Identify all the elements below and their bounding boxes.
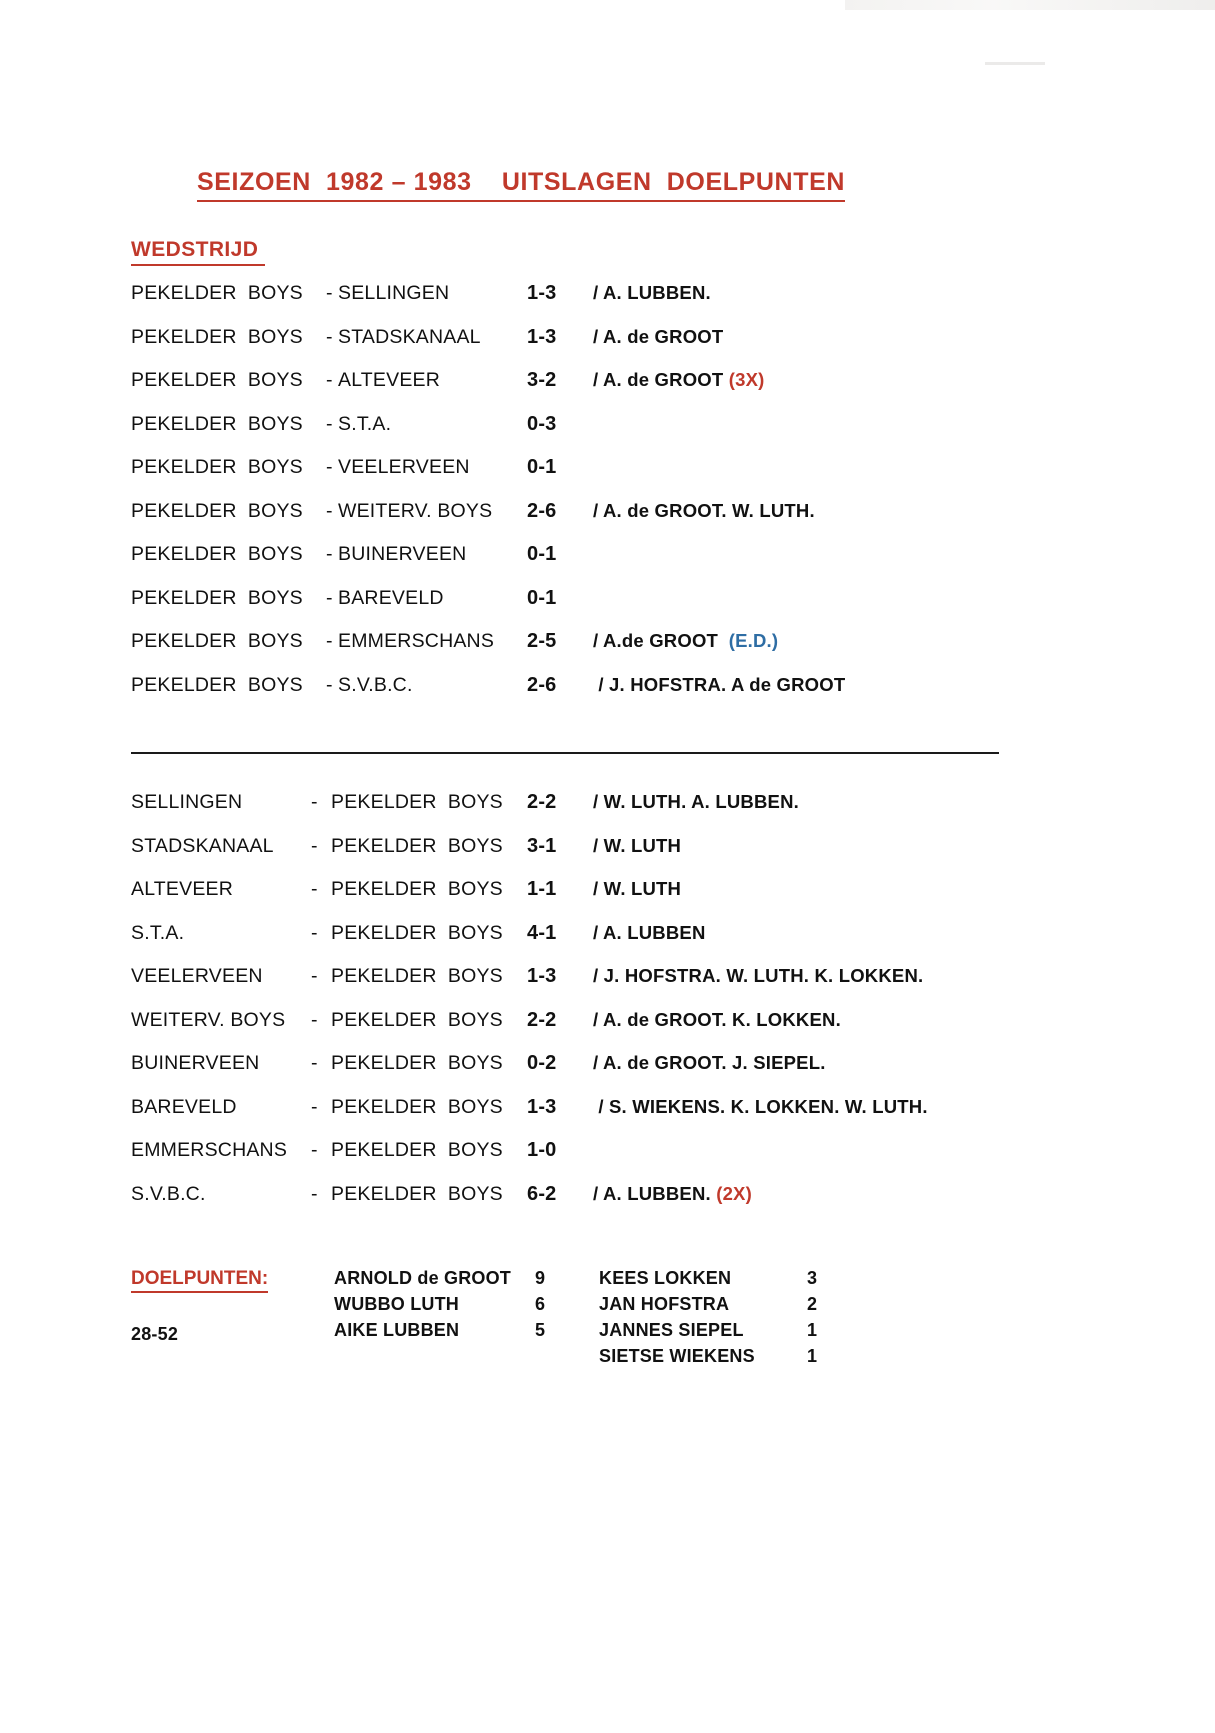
top-scorers-column-left bbox=[334, 1268, 594, 1346]
match-goalscorers bbox=[593, 791, 799, 813]
match-home-team: EMMERSCHANS bbox=[131, 1139, 288, 1161]
match-versus-dash: - bbox=[326, 586, 333, 609]
top-scorer-goals: 9 bbox=[535, 1268, 546, 1288]
top-scorer-goals: 5 bbox=[535, 1320, 546, 1340]
match-versus-dash: - bbox=[311, 1008, 318, 1031]
match-score: 1-3 bbox=[527, 1095, 557, 1118]
match-versus-dash: - bbox=[311, 1095, 318, 1118]
match-home-team: WEITERV. BOYS bbox=[131, 1008, 286, 1031]
match-score: 3-1 bbox=[527, 834, 557, 857]
match-away-team: PEKELDER BOYS bbox=[331, 1182, 503, 1205]
match-home-team: BAREVELD bbox=[131, 1095, 237, 1118]
match-away-team: PEKELDER BOYS bbox=[331, 921, 503, 944]
match-versus-dash: - bbox=[311, 791, 318, 813]
match-home-team: PEKELDER BOYS bbox=[131, 369, 303, 391]
match-away-team: PEKELDER BOYS bbox=[331, 791, 503, 813]
match-home-team: VEELERVEEN bbox=[131, 965, 263, 987]
match-away-team: S.T.A. bbox=[338, 412, 392, 435]
goalscorer-names: / A. LUBBEN. bbox=[593, 282, 711, 303]
match-versus-dash: - bbox=[326, 282, 333, 304]
match-away-team: PEKELDER BOYS bbox=[331, 834, 503, 857]
match-home-team: S.T.A. bbox=[131, 921, 185, 944]
match-away-team: ALTEVEER bbox=[338, 369, 441, 391]
goalscorer-names: / A. de GROOT. K. LOKKEN. bbox=[593, 1008, 841, 1030]
match-versus-dash: - bbox=[311, 965, 318, 987]
match-score: 4-1 bbox=[527, 921, 557, 944]
match-versus-dash: - bbox=[326, 412, 333, 435]
match-home-team: BUINERVEEN bbox=[131, 1052, 260, 1074]
goalscorer-names: / J. HOFSTRA. A de GROOT bbox=[593, 673, 846, 695]
match-goalscorers bbox=[593, 835, 681, 857]
match-score: 6-2 bbox=[527, 1182, 557, 1205]
match-score: 0-3 bbox=[527, 412, 557, 435]
match-goalscorers bbox=[593, 922, 706, 944]
match-versus-dash: - bbox=[326, 630, 333, 652]
match-away-team: PEKELDER BOYS bbox=[331, 1139, 503, 1161]
match-versus-dash: - bbox=[311, 834, 318, 857]
top-scorer-row bbox=[334, 1268, 594, 1294]
match-versus-dash: - bbox=[326, 325, 333, 348]
match-home-team: PEKELDER BOYS bbox=[131, 586, 303, 609]
top-scorer-goals: 3 bbox=[807, 1268, 818, 1288]
goalscorer-names: / A. LUBBEN. bbox=[593, 1182, 717, 1204]
match-goalscorers bbox=[593, 326, 723, 348]
match-score: 0-1 bbox=[527, 543, 557, 565]
match-away-team: SELLINGEN bbox=[338, 282, 450, 304]
scan-artifact-top bbox=[845, 0, 1215, 10]
match-home-team: PEKELDER BOYS bbox=[131, 673, 303, 696]
top-scorer-row bbox=[334, 1320, 594, 1346]
match-versus-dash: - bbox=[326, 543, 333, 565]
match-away-team: BAREVELD bbox=[338, 586, 444, 609]
totals-heading: DOELPUNTEN: bbox=[131, 1268, 268, 1293]
goalscorer-names: / W. LUTH bbox=[593, 878, 682, 899]
match-goalscorers bbox=[593, 500, 815, 522]
match-away-team: STADSKANAAL bbox=[338, 325, 481, 348]
top-scorer-name: ARNOLD de GROOT bbox=[334, 1268, 511, 1288]
goalscorer-names: / W. LUTH. A. LUBBEN. bbox=[593, 791, 799, 812]
match-home-team: PEKELDER BOYS bbox=[131, 325, 303, 348]
match-score: 1-0 bbox=[527, 1139, 557, 1161]
match-home-team: PEKELDER BOYS bbox=[131, 456, 303, 478]
match-score: 0-1 bbox=[527, 456, 557, 478]
top-scorer-name: AIKE LUBBEN bbox=[334, 1320, 460, 1340]
top-scorers-column-right bbox=[599, 1268, 879, 1372]
match-away-team: PEKELDER BOYS bbox=[331, 1052, 503, 1074]
match-away-team: S.V.B.C. bbox=[338, 673, 413, 696]
match-versus-dash: - bbox=[326, 673, 333, 696]
top-scorer-name: KEES LOKKEN bbox=[599, 1268, 732, 1288]
top-scorer-name: JANNES SIEPEL bbox=[599, 1320, 744, 1340]
match-versus-dash: - bbox=[326, 456, 333, 478]
match-home-team: PEKELDER BOYS bbox=[131, 499, 303, 522]
match-goalscorers bbox=[593, 630, 778, 652]
match-home-team: S.V.B.C. bbox=[131, 1182, 206, 1205]
top-scorer-goals: 6 bbox=[535, 1294, 546, 1314]
match-goalscorers bbox=[593, 1183, 752, 1205]
match-score: 2-6 bbox=[527, 499, 557, 522]
match-versus-dash: - bbox=[311, 1052, 318, 1074]
match-home-team: PEKELDER BOYS bbox=[131, 543, 303, 565]
goalscorer-names: / A. de GROOT bbox=[593, 325, 724, 347]
aggregate-score: 28-52 bbox=[131, 1324, 179, 1344]
match-goalscorers bbox=[593, 1052, 826, 1074]
match-away-team: PEKELDER BOYS bbox=[331, 878, 503, 900]
match-versus-dash: - bbox=[311, 1139, 318, 1161]
goalscorer-names: / A. de GROOT bbox=[593, 369, 729, 390]
top-scorer-row bbox=[334, 1294, 594, 1320]
top-scorer-row bbox=[599, 1294, 879, 1320]
goalscorer-names: / W. LUTH bbox=[593, 834, 682, 856]
match-score: 1-3 bbox=[527, 965, 557, 987]
match-away-team: EMMERSCHANS bbox=[338, 630, 495, 652]
match-score: 1-1 bbox=[527, 878, 557, 900]
top-scorer-name: SIETSE WIEKENS bbox=[599, 1346, 755, 1366]
goalscorer-names: / J. HOFSTRA. W. LUTH. K. LOKKEN. bbox=[593, 965, 924, 986]
goalscorer-note: (E.D.) bbox=[728, 630, 779, 651]
match-away-team: PEKELDER BOYS bbox=[331, 1008, 503, 1031]
match-score: 0-1 bbox=[527, 586, 557, 609]
match-score: 2-6 bbox=[527, 673, 557, 696]
match-score: 2-2 bbox=[527, 1008, 557, 1031]
top-scorer-goals: 1 bbox=[807, 1320, 818, 1340]
match-versus-dash: - bbox=[311, 1182, 318, 1205]
match-goalscorers bbox=[593, 369, 764, 391]
match-score: 1-3 bbox=[527, 325, 557, 348]
match-versus-dash: - bbox=[311, 921, 318, 944]
match-away-team: PEKELDER BOYS bbox=[331, 965, 503, 987]
match-away-team: PEKELDER BOYS bbox=[331, 1095, 503, 1118]
goalscorer-names: / A. de GROOT. J. SIEPEL. bbox=[593, 1052, 826, 1073]
match-goalscorers bbox=[593, 1096, 928, 1118]
match-home-team: PEKELDER BOYS bbox=[131, 282, 303, 304]
goalscorer-note: (2X) bbox=[716, 1182, 752, 1204]
top-scorer-goals: 1 bbox=[807, 1346, 818, 1366]
scan-artifact-right bbox=[985, 62, 1045, 65]
goalscorer-names: / S. WIEKENS. K. LOKKEN. W. LUTH. bbox=[593, 1095, 928, 1117]
top-scorer-name: WUBBO LUTH bbox=[334, 1294, 459, 1314]
goalscorer-note: (3X) bbox=[728, 369, 765, 390]
top-scorer-row bbox=[599, 1320, 879, 1346]
match-goalscorers bbox=[593, 282, 711, 304]
match-score: 0-2 bbox=[527, 1052, 557, 1074]
match-home-team: STADSKANAAL bbox=[131, 834, 274, 857]
match-versus-dash: - bbox=[326, 499, 333, 522]
match-home-team: PEKELDER BOYS bbox=[131, 630, 303, 652]
match-away-team: WEITERV. BOYS bbox=[338, 499, 493, 522]
match-score: 2-5 bbox=[527, 630, 557, 652]
section-divider bbox=[131, 752, 999, 754]
match-goalscorers bbox=[593, 878, 681, 900]
top-scorer-row bbox=[599, 1268, 879, 1294]
section-heading-wedstrijd: WEDSTRIJD bbox=[131, 238, 265, 266]
match-versus-dash: - bbox=[326, 369, 333, 391]
match-away-team: BUINERVEEN bbox=[338, 543, 467, 565]
match-goalscorers bbox=[593, 1009, 841, 1031]
page-title: SEIZOEN 1982 – 1983 UITSLAGEN DOELPUNTEN bbox=[197, 168, 845, 202]
match-score: 1-3 bbox=[527, 282, 557, 304]
match-home-team: PEKELDER BOYS bbox=[131, 412, 303, 435]
goalscorer-names: / A.de GROOT bbox=[593, 630, 729, 651]
top-scorer-row bbox=[599, 1346, 879, 1372]
goalscorer-names: / A. LUBBEN bbox=[593, 921, 706, 943]
match-score: 3-2 bbox=[527, 369, 557, 391]
match-goalscorers bbox=[593, 674, 845, 696]
match-home-team: ALTEVEER bbox=[131, 878, 234, 900]
match-versus-dash: - bbox=[311, 878, 318, 900]
match-home-team: SELLINGEN bbox=[131, 791, 243, 813]
top-scorer-goals: 2 bbox=[807, 1294, 818, 1314]
match-score: 2-2 bbox=[527, 791, 557, 813]
top-scorer-name: JAN HOFSTRA bbox=[599, 1294, 730, 1314]
goalscorer-names: / A. de GROOT. W. LUTH. bbox=[593, 499, 815, 521]
match-away-team: VEELERVEEN bbox=[338, 456, 470, 478]
match-goalscorers bbox=[593, 965, 923, 987]
